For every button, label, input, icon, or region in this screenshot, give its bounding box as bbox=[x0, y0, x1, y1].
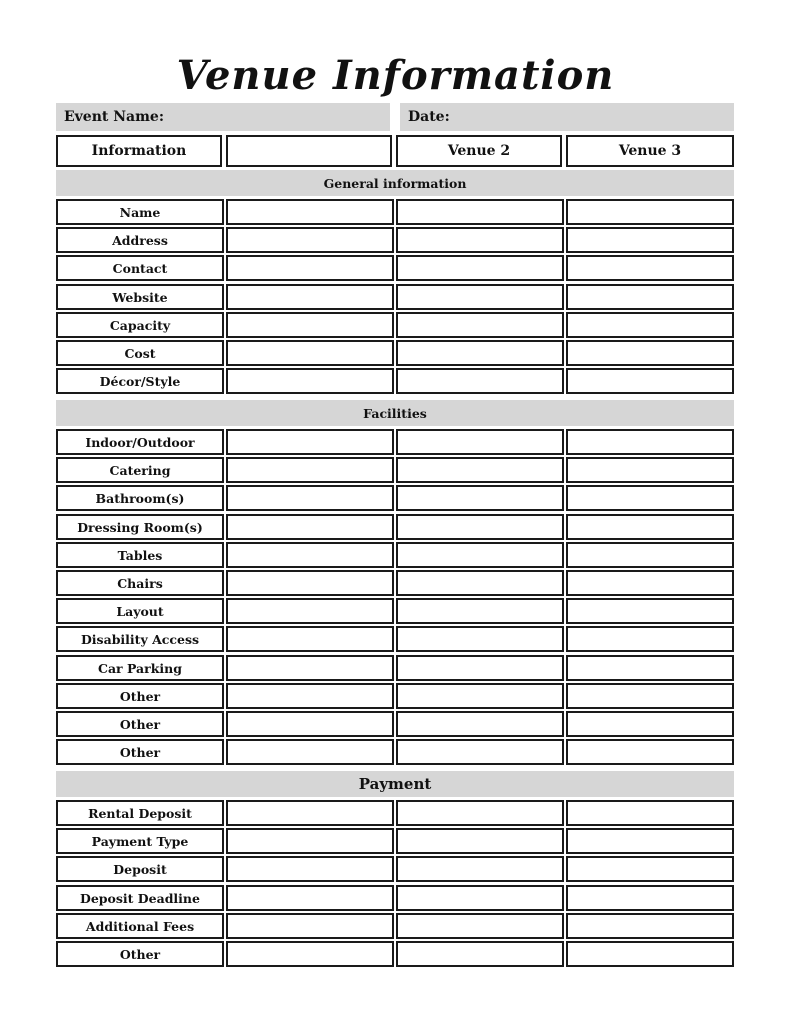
venue-3-deposit-field[interactable] bbox=[566, 856, 734, 882]
venue-1-dressing-room-s-field[interactable] bbox=[226, 514, 394, 540]
venue-1-bathroom-s-field[interactable] bbox=[226, 485, 394, 511]
venue-2-catering-field[interactable] bbox=[396, 457, 564, 483]
venue-2-other-field[interactable] bbox=[396, 683, 564, 709]
column-header-information: Information bbox=[56, 135, 222, 167]
venue-1-additional-fees-field[interactable] bbox=[226, 913, 394, 939]
event-name-label: Event Name: bbox=[64, 109, 164, 125]
venue-3-rental-deposit-field[interactable] bbox=[566, 800, 734, 826]
venue-3-layout-field[interactable] bbox=[566, 598, 734, 624]
row-label-dressing-room-s: Dressing Room(s) bbox=[56, 514, 224, 540]
row-label-d-cor-style: Décor/Style bbox=[56, 368, 224, 394]
venue-1-rental-deposit-field[interactable] bbox=[226, 800, 394, 826]
row-label-deposit: Deposit bbox=[56, 856, 224, 882]
event-name-field[interactable] bbox=[56, 103, 390, 131]
venue-1-d-cor-style-field[interactable] bbox=[226, 368, 394, 394]
row-label-website: Website bbox=[56, 284, 224, 310]
venue-2-disability-access-field[interactable] bbox=[396, 626, 564, 652]
venue-2-indoor-outdoor-field[interactable] bbox=[396, 429, 564, 455]
venue-3-disability-access-field[interactable] bbox=[566, 626, 734, 652]
venue-1-deposit-field[interactable] bbox=[226, 856, 394, 882]
venue-3-chairs-field[interactable] bbox=[566, 570, 734, 596]
row-label-additional-fees: Additional Fees bbox=[56, 913, 224, 939]
row-label-indoor-outdoor: Indoor/Outdoor bbox=[56, 429, 224, 455]
column-header-venue-2: Venue 2 bbox=[396, 135, 562, 167]
venue-3-d-cor-style-field[interactable] bbox=[566, 368, 734, 394]
venue-2-website-field[interactable] bbox=[396, 284, 564, 310]
row-label-other: Other bbox=[56, 739, 224, 765]
venue-2-capacity-field[interactable] bbox=[396, 312, 564, 338]
row-label-tables: Tables bbox=[56, 542, 224, 568]
venue-3-deposit-deadline-field[interactable] bbox=[566, 885, 734, 911]
venue-1-capacity-field[interactable] bbox=[226, 312, 394, 338]
venue-3-payment-type-field[interactable] bbox=[566, 828, 734, 854]
venue-2-other-field[interactable] bbox=[396, 739, 564, 765]
section-heading-facilities: Facilities bbox=[56, 400, 734, 426]
row-label-bathroom-s: Bathroom(s) bbox=[56, 485, 224, 511]
venue-1-tables-field[interactable] bbox=[226, 542, 394, 568]
venue-1-other-field[interactable] bbox=[226, 711, 394, 737]
venue-3-capacity-field[interactable] bbox=[566, 312, 734, 338]
venue-2-address-field[interactable] bbox=[396, 227, 564, 253]
row-label-contact: Contact bbox=[56, 255, 224, 281]
venue-2-bathroom-s-field[interactable] bbox=[396, 485, 564, 511]
venue-2-car-parking-field[interactable] bbox=[396, 655, 564, 681]
venue-1-indoor-outdoor-field[interactable] bbox=[226, 429, 394, 455]
venue-3-other-field[interactable] bbox=[566, 739, 734, 765]
venue-3-address-field[interactable] bbox=[566, 227, 734, 253]
venue-3-additional-fees-field[interactable] bbox=[566, 913, 734, 939]
column-header-venue-1[interactable] bbox=[226, 135, 392, 167]
venue-3-bathroom-s-field[interactable] bbox=[566, 485, 734, 511]
venue-2-deposit-deadline-field[interactable] bbox=[396, 885, 564, 911]
venue-1-other-field[interactable] bbox=[226, 739, 394, 765]
row-label-cost: Cost bbox=[56, 340, 224, 366]
date-field[interactable] bbox=[400, 103, 734, 131]
venue-3-dressing-room-s-field[interactable] bbox=[566, 514, 734, 540]
venue-1-layout-field[interactable] bbox=[226, 598, 394, 624]
venue-1-other-field[interactable] bbox=[226, 683, 394, 709]
venue-3-name-field[interactable] bbox=[566, 199, 734, 225]
venue-1-payment-type-field[interactable] bbox=[226, 828, 394, 854]
venue-3-other-field[interactable] bbox=[566, 683, 734, 709]
venue-2-additional-fees-field[interactable] bbox=[396, 913, 564, 939]
venue-2-d-cor-style-field[interactable] bbox=[396, 368, 564, 394]
row-label-chairs: Chairs bbox=[56, 570, 224, 596]
row-label-layout: Layout bbox=[56, 598, 224, 624]
venue-3-other-field[interactable] bbox=[566, 941, 734, 967]
venue-3-tables-field[interactable] bbox=[566, 542, 734, 568]
row-label-other: Other bbox=[56, 711, 224, 737]
venue-2-other-field[interactable] bbox=[396, 711, 564, 737]
venue-2-deposit-field[interactable] bbox=[396, 856, 564, 882]
venue-3-contact-field[interactable] bbox=[566, 255, 734, 281]
venue-3-cost-field[interactable] bbox=[566, 340, 734, 366]
row-label-other: Other bbox=[56, 683, 224, 709]
venue-1-contact-field[interactable] bbox=[226, 255, 394, 281]
venue-1-address-field[interactable] bbox=[226, 227, 394, 253]
venue-2-chairs-field[interactable] bbox=[396, 570, 564, 596]
row-label-payment-type: Payment Type bbox=[56, 828, 224, 854]
venue-3-other-field[interactable] bbox=[566, 711, 734, 737]
row-label-disability-access: Disability Access bbox=[56, 626, 224, 652]
venue-2-rental-deposit-field[interactable] bbox=[396, 800, 564, 826]
venue-2-dressing-room-s-field[interactable] bbox=[396, 514, 564, 540]
venue-2-name-field[interactable] bbox=[396, 199, 564, 225]
venue-1-cost-field[interactable] bbox=[226, 340, 394, 366]
row-label-deposit-deadline: Deposit Deadline bbox=[56, 885, 224, 911]
row-label-car-parking: Car Parking bbox=[56, 655, 224, 681]
row-label-address: Address bbox=[56, 227, 224, 253]
page-title: Venue Information bbox=[176, 52, 615, 99]
venue-2-other-field[interactable] bbox=[396, 941, 564, 967]
row-label-rental-deposit: Rental Deposit bbox=[56, 800, 224, 826]
venue-2-layout-field[interactable] bbox=[396, 598, 564, 624]
venue-3-indoor-outdoor-field[interactable] bbox=[566, 429, 734, 455]
venue-3-catering-field[interactable] bbox=[566, 457, 734, 483]
venue-1-car-parking-field[interactable] bbox=[226, 655, 394, 681]
venue-1-name-field[interactable] bbox=[226, 199, 394, 225]
section-heading-general-information: General information bbox=[56, 170, 734, 196]
venue-1-website-field[interactable] bbox=[226, 284, 394, 310]
column-header-venue-3: Venue 3 bbox=[566, 135, 734, 167]
venue-1-chairs-field[interactable] bbox=[226, 570, 394, 596]
venue-1-disability-access-field[interactable] bbox=[226, 626, 394, 652]
venue-1-deposit-deadline-field[interactable] bbox=[226, 885, 394, 911]
row-label-other: Other bbox=[56, 941, 224, 967]
venue-2-tables-field[interactable] bbox=[396, 542, 564, 568]
venue-2-cost-field[interactable] bbox=[396, 340, 564, 366]
row-label-capacity: Capacity bbox=[56, 312, 224, 338]
section-heading-payment: Payment bbox=[56, 771, 734, 797]
date-label: Date: bbox=[408, 109, 450, 125]
venue-1-other-field[interactable] bbox=[226, 941, 394, 967]
row-label-name: Name bbox=[56, 199, 224, 225]
venue-3-car-parking-field[interactable] bbox=[566, 655, 734, 681]
venue-2-contact-field[interactable] bbox=[396, 255, 564, 281]
venue-2-payment-type-field[interactable] bbox=[396, 828, 564, 854]
venue-3-website-field[interactable] bbox=[566, 284, 734, 310]
venue-1-catering-field[interactable] bbox=[226, 457, 394, 483]
row-label-catering: Catering bbox=[56, 457, 224, 483]
